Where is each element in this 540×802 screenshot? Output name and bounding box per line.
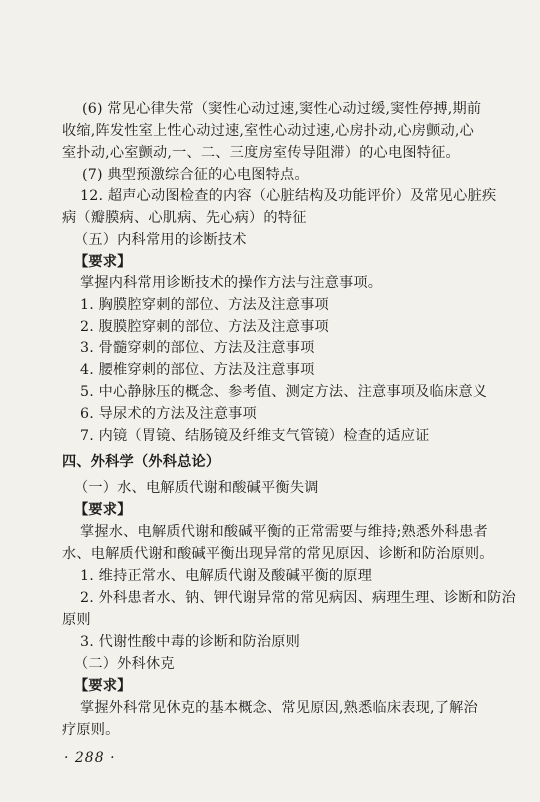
text-line: 室扑动,心室颤动,一、二、三度房室传导阻滞）的心电图特征。	[62, 145, 460, 161]
text-line: （五）内科常用的诊断技术	[74, 232, 247, 248]
list-item: 3. 代谢性酸中毒的诊断和防治原则	[80, 634, 301, 650]
text-line: 掌握水、电解质代谢和酸碱平衡的正常需要与维持;熟悉外科患者	[80, 524, 488, 540]
text-line: 掌握外科常见休克的基本概念、常见原因,熟悉临床表现,了解治	[80, 700, 478, 716]
list-item: 6. 导尿术的方法及注意事项	[80, 406, 257, 422]
requirement-label: 【要求】	[74, 678, 132, 694]
text-line: (7) 典型预激综合征的心电图特点。	[82, 167, 309, 183]
requirement-label: 【要求】	[74, 502, 132, 518]
list-item: 1. 维持正常水、电解质代谢及酸碱平衡的原理	[80, 568, 373, 584]
text-line: 12. 超声心动图检查的内容（心脏结构及功能评价）及常见心脏疾	[80, 188, 497, 204]
list-item: 3. 骨髓穿刺的部位、方法及注意事项	[80, 340, 315, 356]
list-item: 4. 腰椎穿刺的部位、方法及注意事项	[80, 362, 315, 378]
text-line: 收缩,阵发性室上性心动过速,室性心动过速,心房扑动,心房颤动,心	[62, 123, 475, 139]
list-item: 7. 内镜（胃镜、结肠镜及纤维支气管镜）检查的适应证	[80, 428, 430, 444]
text-line: 水、电解质代谢和酸碱平衡出现异常的常见原因、诊断和防治原则。	[62, 546, 494, 562]
text-line: 病（瓣膜病、心肌病、先心病）的特征	[62, 210, 307, 226]
list-item: 5. 中心静脉压的概念、参考值、测定方法、注意事项及临床意义	[80, 384, 488, 400]
text-line: (6) 常见心律失常（窦性心动过速,窦性心动过缓,窦性停搏,期前	[82, 101, 482, 117]
subsection-heading: （二）外科休克	[74, 656, 175, 672]
text-line: 原则	[62, 612, 91, 628]
list-item: 1. 胸膜腔穿刺的部位、方法及注意事项	[80, 297, 329, 313]
section-heading: 四、外科学（外科总论）	[62, 454, 221, 470]
subsection-heading: （一）水、电解质代谢和酸碱平衡失调	[74, 480, 319, 496]
list-item: 2. 腹膜腔穿刺的部位、方法及注意事项	[80, 319, 329, 335]
page-number: · 288 ·	[64, 750, 116, 766]
text-line: 疗原则。	[62, 722, 120, 738]
text-line: 掌握内科常用诊断技术的操作方法与注意事项。	[80, 275, 383, 291]
requirement-label: 【要求】	[74, 254, 132, 270]
list-item: 2. 外科患者水、钠、钾代谢异常的常见病因、病理生理、诊断和防治	[80, 590, 516, 606]
